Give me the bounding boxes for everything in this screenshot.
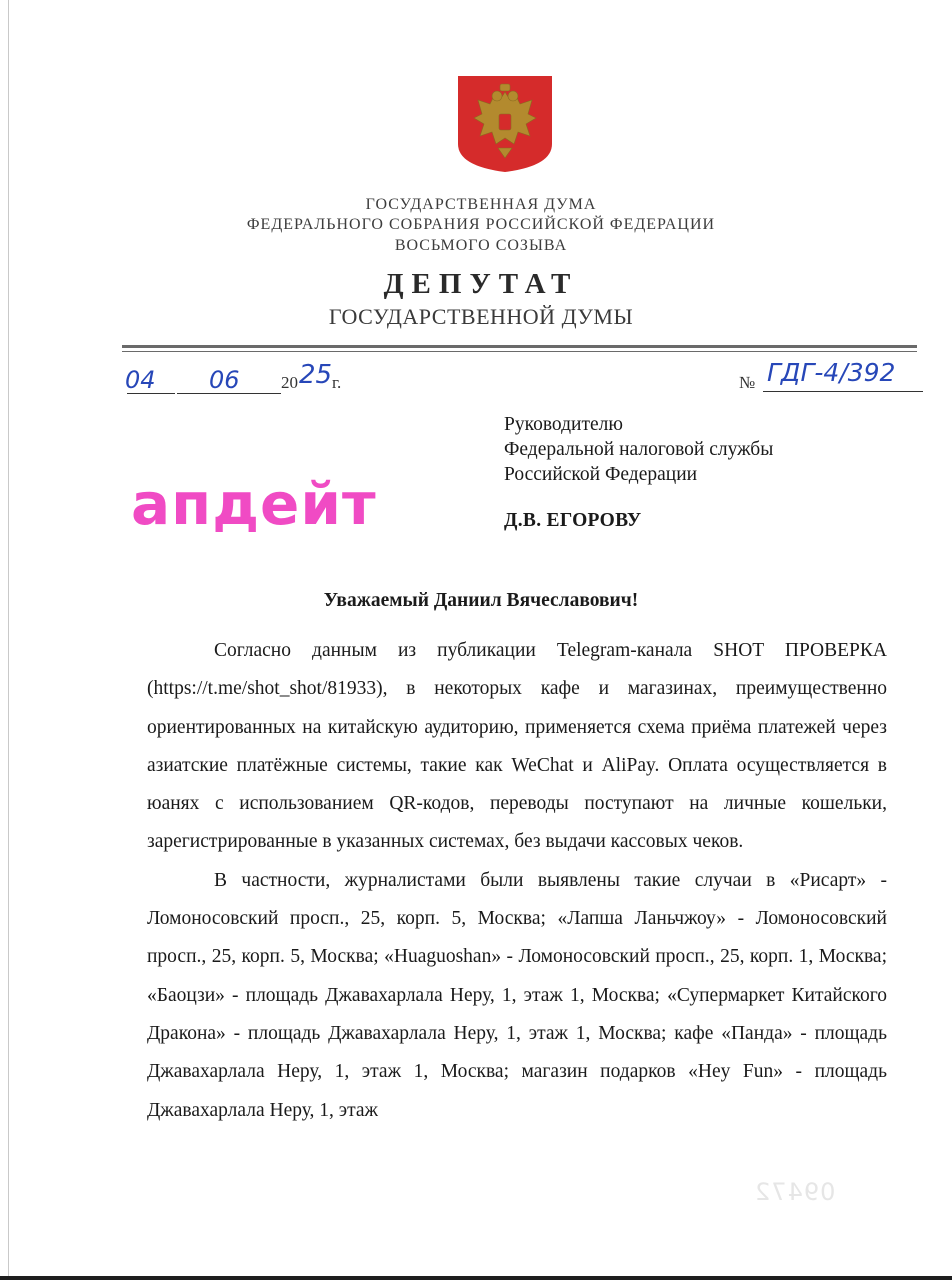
document-date	[119, 360, 359, 400]
number-sign: №	[739, 373, 756, 392]
header-line-assembly: ФЕДЕРАЛЬНОГО СОБРАНИЯ РОССИЙСКОЙ ФЕДЕРАЦИИ	[246, 216, 716, 233]
date-year-prefix: 20	[281, 373, 298, 392]
date-year-suffix: 25	[299, 360, 333, 390]
date-suffix: г.	[332, 373, 342, 392]
letter-body	[147, 632, 887, 1130]
letter-paragraph: Согласно данным из публикации Telegram-канала SHOT ПРОВЕРКА (https://t.me/shot_shot/81933), в некоторых кафе и магазинах, преимущественно ориентированных на китайскую аудиторию, применяется схема приёма платежей через азиатские платёжные системы, такие как WeChat и AliPay. Оплата осуществляется в юанях с использованием QR-кодов, переводы поступают на личные кошельки, зарегистрированные в указанных системах, без выдачи кассовых чеков.	[147, 640, 887, 853]
addressee-line: Руководителю	[504, 414, 623, 435]
page-title: ДЕПУТАТ	[383, 268, 579, 300]
date-day: 04	[125, 366, 156, 394]
document-number	[739, 358, 939, 398]
header-line-duma: ГОСУДАРСТВЕННАЯ ДУМА	[365, 196, 597, 213]
letter-page	[8, 0, 952, 1280]
letter-greeting: Уважаемый Даниил Вячеславович!	[323, 590, 639, 611]
coat-of-arms-icon	[456, 74, 554, 174]
overlay-watermark-text: апдейт	[131, 470, 377, 538]
addressee-name: Д.В. ЕГОРОВУ	[504, 510, 642, 531]
number-value: ГДГ-4/392	[767, 358, 896, 387]
header-divider	[122, 345, 917, 348]
addressee-block	[504, 412, 773, 487]
header-line-convocation: ВОСЬМОГО СОЗЫВА	[394, 237, 568, 254]
number-line	[763, 391, 923, 392]
date-month: 06	[209, 366, 240, 394]
page-subtitle: ГОСУДАРСТВЕННОЙ ДУМЫ	[328, 304, 634, 329]
addressee-line: Федеральной налоговой службы	[504, 439, 774, 460]
bleed-through-number: 09472	[754, 1178, 836, 1206]
addressee-line: Российской Федерации	[504, 464, 698, 485]
header-divider-thin	[122, 351, 917, 352]
letter-paragraph: В частности, журналистами были выявлены такие случаи в «Рисарт» - Ломоносовский просп., 25, корп. 5, Москва; «Лапша Ланьчжоу» - Ломоносовский просп., 25, корп. 5, Москва; «Huaguoshan» - Ломоносовский просп., 25, корп. 1, Москва; «Баоцзи» - площадь Джавахарлала Неру, 1, этаж 1, Москва; «Супермаркет Китайского Дракона» - площадь Джавахарлала Неру, 1, этаж 1, Москва; кафе «Панда» - площадь Джавахарлала Неру, 1, этаж 1, Москва; магазин подарков «Hey Fun» - площадь Джавахарлала Неру, 1, этаж	[147, 869, 887, 1121]
bottom-edge	[0, 1276, 952, 1280]
